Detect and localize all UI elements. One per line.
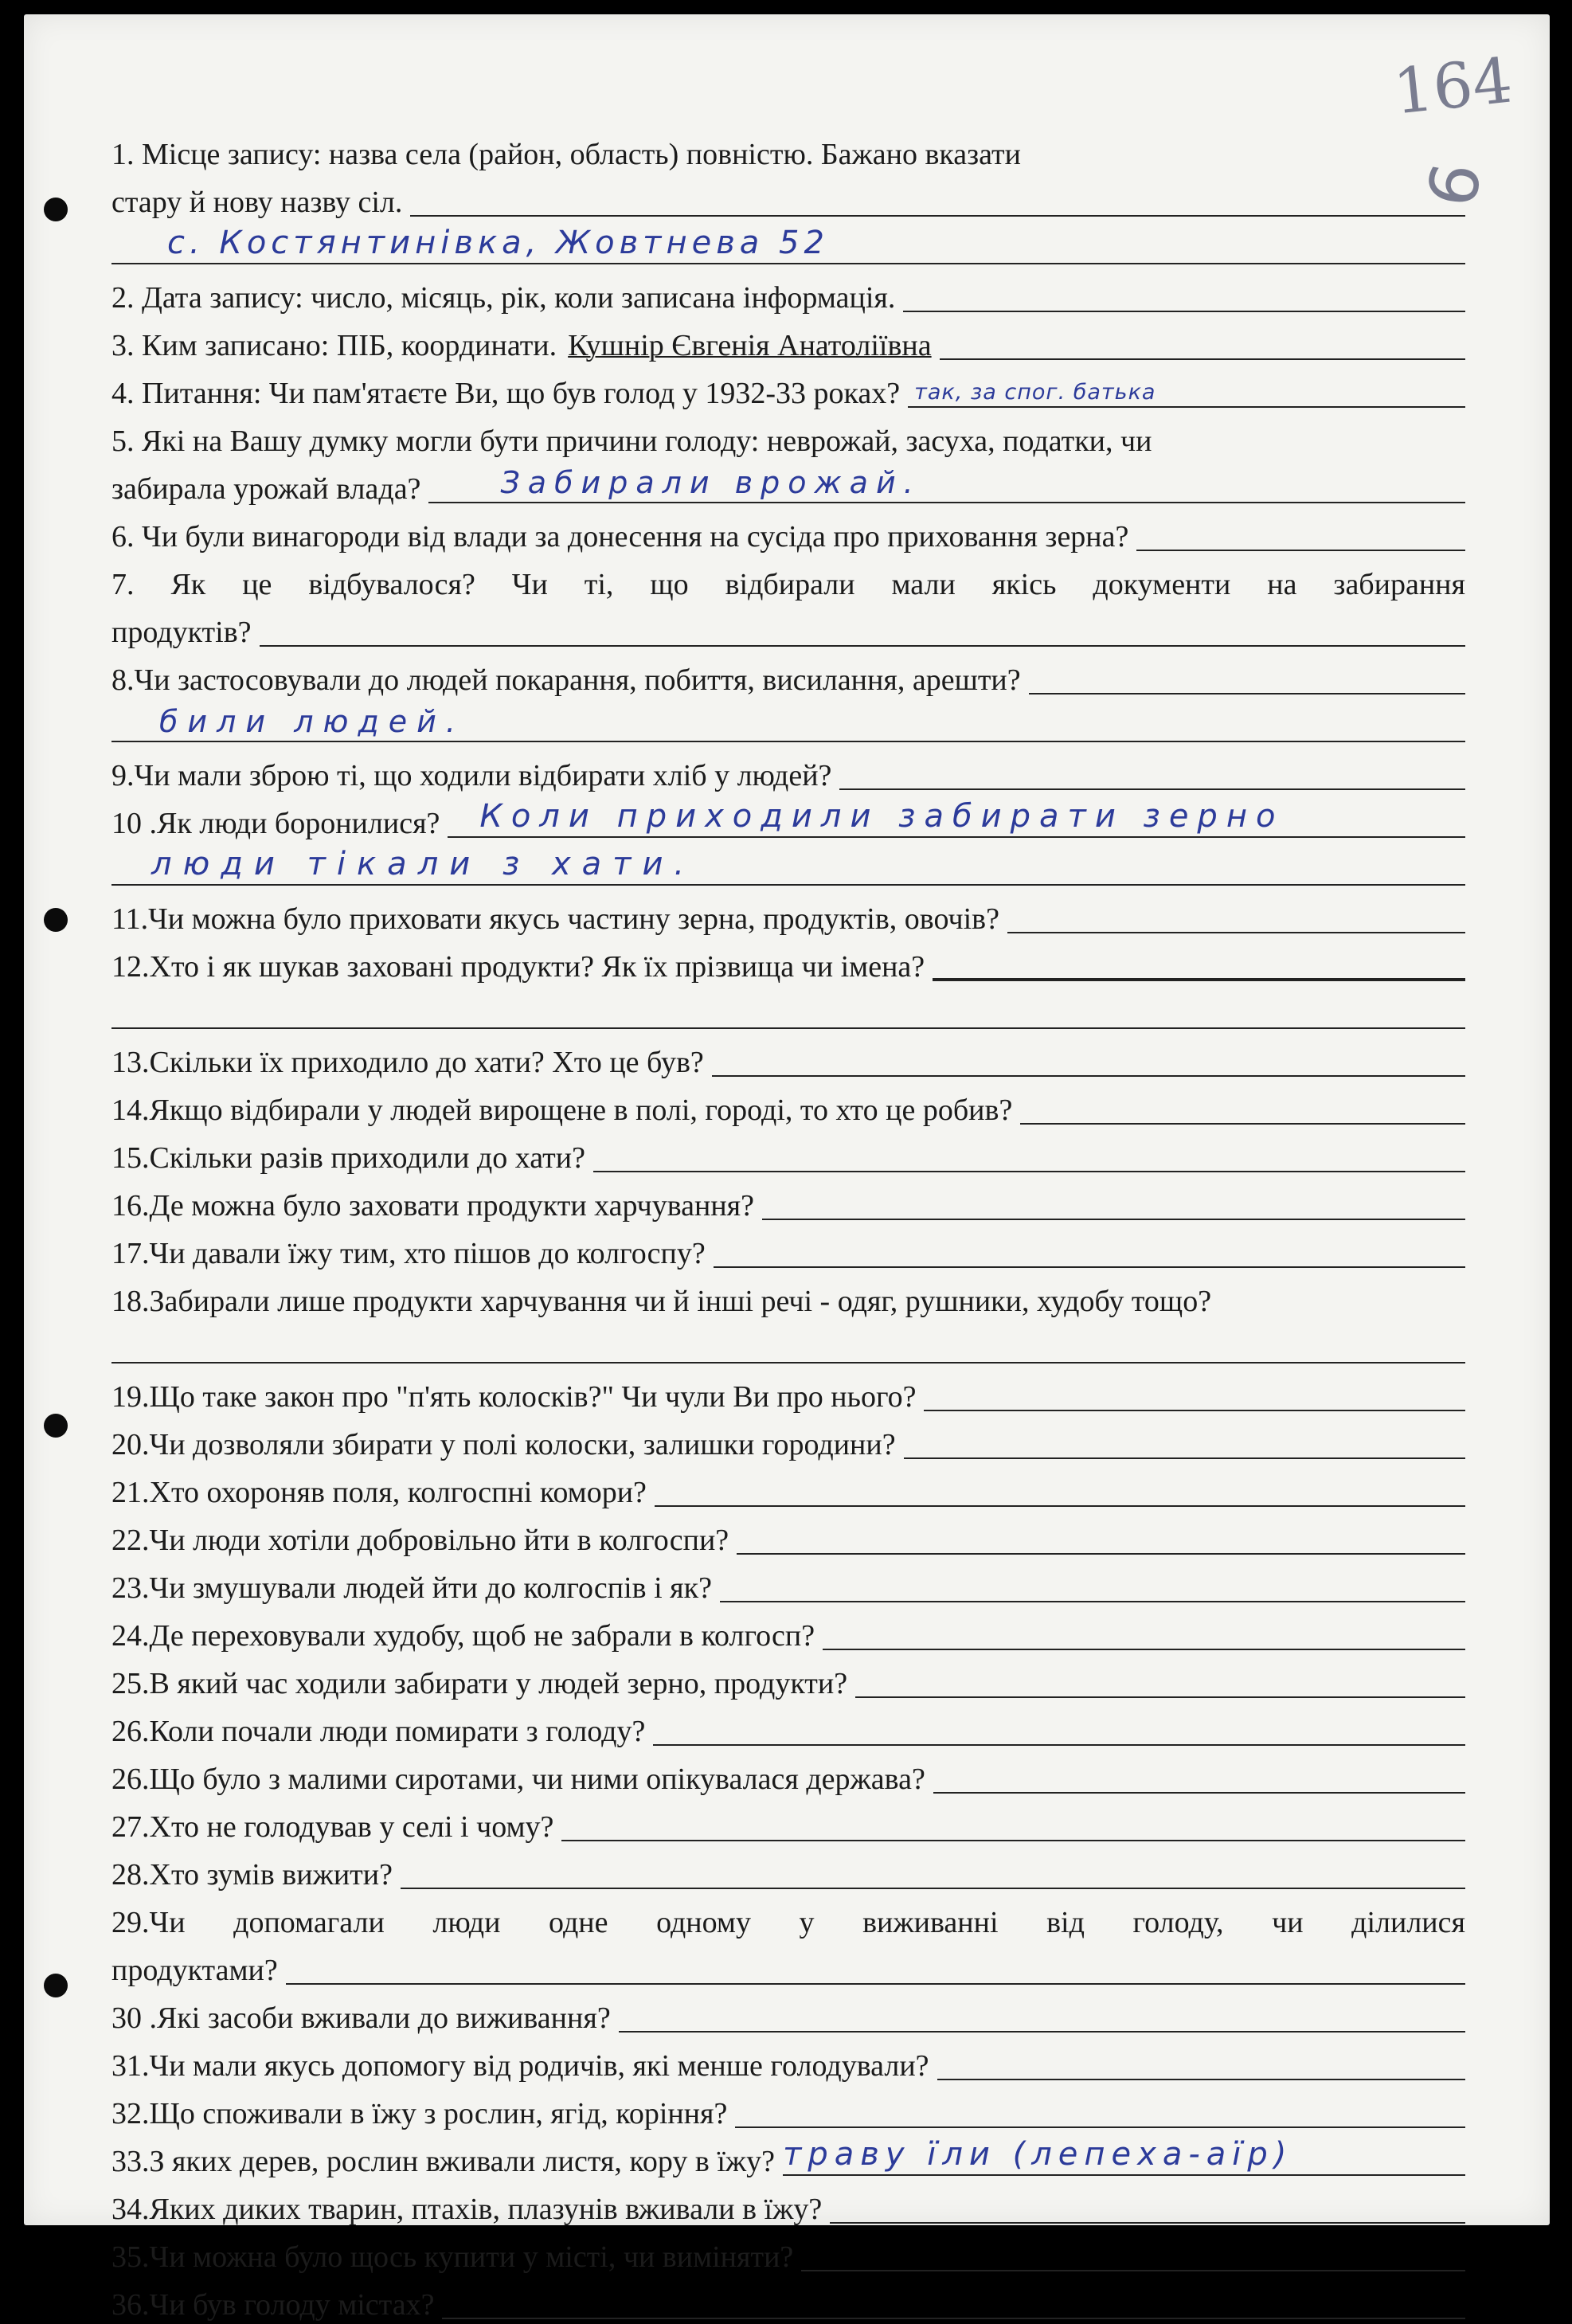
- question-text: 35.Чи можна було щось купити у місті, чи виміняти?: [111, 2240, 794, 2274]
- question-10-answer-row: [111, 843, 1465, 890]
- punch-hole: [44, 198, 68, 221]
- question-8-answer-row: [111, 699, 1465, 747]
- question-18: [111, 1273, 1465, 1320]
- question-text: 28.Хто зумів вижити?: [111, 1858, 393, 1892]
- handwritten-answer: люди тікали з хати.: [151, 846, 696, 882]
- question-9: [111, 747, 1465, 795]
- question-text: 29.Чи допомагали люди одне одному у виживанні від голоду, чи ділилися: [111, 1906, 1465, 1939]
- question-text: 30 .Які засоби вживали до виживання?: [111, 2001, 611, 2035]
- handwritten-answer: били людей.: [159, 704, 465, 739]
- answer-line: [737, 1521, 1465, 1555]
- question-29-line-2: [111, 1942, 1465, 1989]
- question-text: продуктів?: [111, 616, 252, 649]
- question-text: 26.Що було з малими сиротами, чи ними опікувалася держава?: [111, 1763, 925, 1796]
- question-27: [111, 1798, 1465, 1846]
- question-text: 10 .Як люди боронилися?: [111, 807, 440, 840]
- question-17: [111, 1225, 1465, 1273]
- question-text: 2. Дата запису: число, місяць, рік, коли записана інформація.: [111, 281, 896, 315]
- question-7-line-2: [111, 604, 1465, 651]
- answer-line: [653, 1712, 1465, 1746]
- answer-line: [1007, 900, 1465, 933]
- question-23: [111, 1559, 1465, 1607]
- question-text: 36.Чи був голоду містах?: [111, 2288, 435, 2322]
- question-36: [111, 2276, 1465, 2324]
- answer-line: [111, 996, 1465, 1029]
- answer-line: [1029, 661, 1465, 694]
- question-6: [111, 508, 1465, 556]
- question-text: 21.Хто охороняв поля, колгоспні комори?: [111, 1476, 647, 1509]
- question-4: [111, 365, 1465, 413]
- question-text: 33.З яких дерев, рослин вживали листя, кору в їжу?: [111, 2145, 776, 2178]
- question-26b: [111, 1751, 1465, 1798]
- answer-line: [111, 1330, 1465, 1363]
- answer-line: [762, 1187, 1465, 1220]
- handwritten-page-number: 164: [1390, 45, 1516, 129]
- question-12-answer-row: [111, 986, 1465, 1034]
- question-text: 17.Чи давали їжу тим, хто пішов до колгоспу?: [111, 1237, 706, 1270]
- handwritten-answer: Коли приходили забирати зерно: [479, 798, 1285, 835]
- question-text: 16.Де можна було заховати продукти харчування?: [111, 1189, 755, 1223]
- answer-line: [655, 1473, 1465, 1507]
- answer-line: [712, 1043, 1465, 1077]
- answer-line: [619, 1999, 1465, 2033]
- question-text: 31.Чи мали якусь допомогу від родичів, які менше голодували?: [111, 2049, 929, 2083]
- answer-line: [111, 225, 1465, 264]
- question-text: 12.Хто і як шукав заховані продукти? Як їх прізвища чи імена?: [111, 950, 925, 984]
- question-32: [111, 2085, 1465, 2133]
- handwritten-margin-mark: 6: [1412, 157, 1497, 213]
- handwritten-answer: Забирали врожай.: [500, 465, 921, 500]
- question-text: 23.Чи змушували людей йти до колгоспів і як?: [111, 1571, 712, 1605]
- question-text: 25.В який час ходили забирати у людей зерно, продукти?: [111, 1667, 848, 1700]
- question-1-answer-row: [111, 221, 1465, 269]
- question-text: 13.Скільки їх приходило до хати? Хто це був?: [111, 1046, 704, 1079]
- answer-line: [1020, 1091, 1465, 1125]
- answer-line: [428, 465, 1465, 503]
- answer-line: [924, 1378, 1465, 1411]
- question-14: [111, 1082, 1465, 1129]
- question-text: 34.Яких диких тварин, птахів, плазунів вживали в їжу?: [111, 2193, 823, 2226]
- question-text: 24.Де переховували худобу, щоб не забрали в колгосп?: [111, 1619, 815, 1653]
- question-15: [111, 1129, 1465, 1177]
- question-26a: [111, 1703, 1465, 1751]
- question-16: [111, 1177, 1465, 1225]
- question-3: [111, 317, 1465, 365]
- question-11: [111, 890, 1465, 938]
- punch-hole: [44, 1414, 68, 1438]
- question-text: 7. Як це відбувалося? Чи ті, що відбирали мали якісь документи на забирання: [111, 568, 1465, 601]
- answer-line: [714, 1234, 1465, 1268]
- question-text: 15.Скільки разів приходили до хати?: [111, 1141, 585, 1175]
- question-29-line-1: [111, 1894, 1465, 1942]
- question-text: забирала урожай влада?: [111, 472, 421, 506]
- question-text: 27.Хто не голодував у селі і чому?: [111, 1810, 554, 1844]
- question-text: 19.Що таке закон про "п'ять колосків?" Чи чули Ви про нього?: [111, 1380, 917, 1414]
- answer-line: [783, 2136, 1465, 2176]
- question-24: [111, 1607, 1465, 1655]
- question-text: 22.Чи люди хотіли добровільно йти в колгоспи?: [111, 1524, 729, 1557]
- answer-line: [1136, 518, 1465, 551]
- answer-line: [830, 2190, 1465, 2224]
- question-28: [111, 1846, 1465, 1894]
- question-text: 26.Коли почали люди помирати з голоду?: [111, 1715, 646, 1748]
- question-8: [111, 651, 1465, 699]
- answer-line: [855, 1665, 1465, 1698]
- question-7-line-1: [111, 556, 1465, 604]
- answer-line: [410, 183, 1465, 217]
- answer-line: [442, 2286, 1465, 2319]
- answer-line: [801, 2238, 1465, 2271]
- question-18-answer-row: [111, 1320, 1465, 1368]
- handwritten-answer: так, за спог. батька: [914, 380, 1156, 405]
- question-1-line-2: [111, 174, 1465, 221]
- handwritten-answer: с. Костянтинівка, Жовтнева 52: [167, 225, 829, 261]
- answer-line: [735, 2095, 1465, 2128]
- question-5-line-2: [111, 460, 1465, 508]
- question-text: 20.Чи дозволяли збирати у полі колоски, залишки городини?: [111, 1428, 896, 1461]
- answer-line: [448, 798, 1465, 838]
- answer-line: [940, 327, 1465, 360]
- question-text: 18.Забирали лише продукти харчування чи й інші речі - одяг, рушники, худобу тощо?: [111, 1285, 1212, 1318]
- answer-line: [839, 757, 1465, 790]
- answer-line: [401, 1856, 1465, 1889]
- answer-line: [823, 1617, 1465, 1650]
- question-5-line-1: [111, 413, 1465, 460]
- question-21: [111, 1464, 1465, 1512]
- answer-line: [908, 374, 1465, 408]
- question-text: стару й нову назву сіл.: [111, 186, 403, 219]
- answer-line: [260, 613, 1465, 647]
- question-text: 8.Чи застосовували до людей покарання, побиття, висилання, арешти?: [111, 663, 1021, 697]
- answer-line: [111, 704, 1465, 742]
- answer-line: [933, 946, 1465, 981]
- question-text: 14.Якщо відбирали у людей вирощене в полі, городі, то хто це робив?: [111, 1094, 1013, 1127]
- question-text: 9.Чи мали зброю ті, що ходили відбирати хліб у людей?: [111, 759, 832, 792]
- question-19: [111, 1368, 1465, 1416]
- question-35: [111, 2228, 1465, 2276]
- answer-line: [937, 2047, 1465, 2080]
- answer-line: [933, 1760, 1465, 1794]
- answer-line: [561, 1808, 1465, 1841]
- handwritten-answer: траву їли (лепеха-аїр): [783, 2136, 1293, 2173]
- questionnaire-body: [111, 126, 1465, 2324]
- question-text: 4. Питання: Чи пам'ятаєте Ви, що був голод у 1932-33 роках?: [111, 377, 901, 410]
- question-25: [111, 1655, 1465, 1703]
- question-13: [111, 1034, 1465, 1082]
- punch-hole: [44, 1974, 68, 1997]
- punch-hole: [44, 908, 68, 932]
- answer-line: [904, 1426, 1465, 1459]
- question-31: [111, 2037, 1465, 2085]
- question-12: [111, 938, 1465, 986]
- recorder-name: Кушнір Євгенія Анатоліївна: [568, 329, 932, 362]
- answer-line: [720, 1569, 1465, 1602]
- answer-line: [111, 846, 1465, 886]
- question-20: [111, 1416, 1465, 1464]
- answer-line: [593, 1139, 1465, 1172]
- question-text: 1. Місце запису: назва села (район, область) повністю. Бажано вказати: [111, 138, 1022, 171]
- question-33: [111, 2133, 1465, 2181]
- question-text: 11.Чи можна було приховати якусь частину зерна, продуктів, овочів?: [111, 902, 999, 936]
- question-text: 3. Ким записано: ПІБ, координати.: [111, 329, 557, 362]
- question-text: 5. Які на Вашу думку могли бути причини голоду: неврожай, засуха, податки, чи: [111, 425, 1152, 458]
- question-22: [111, 1512, 1465, 1559]
- question-30: [111, 1989, 1465, 2037]
- question-text: 32.Що споживали в їжу з рослин, ягід, коріння?: [111, 2097, 728, 2130]
- question-1-line-1: [111, 126, 1465, 174]
- answer-line: [286, 1951, 1465, 1985]
- question-text: продуктами?: [111, 1954, 278, 1987]
- question-text: 6. Чи були винагороди від влади за донесення на сусіда про приховання зерна?: [111, 520, 1129, 554]
- question-2: [111, 269, 1465, 317]
- question-34: [111, 2181, 1465, 2228]
- question-10: [111, 795, 1465, 843]
- answer-line: [903, 279, 1465, 312]
